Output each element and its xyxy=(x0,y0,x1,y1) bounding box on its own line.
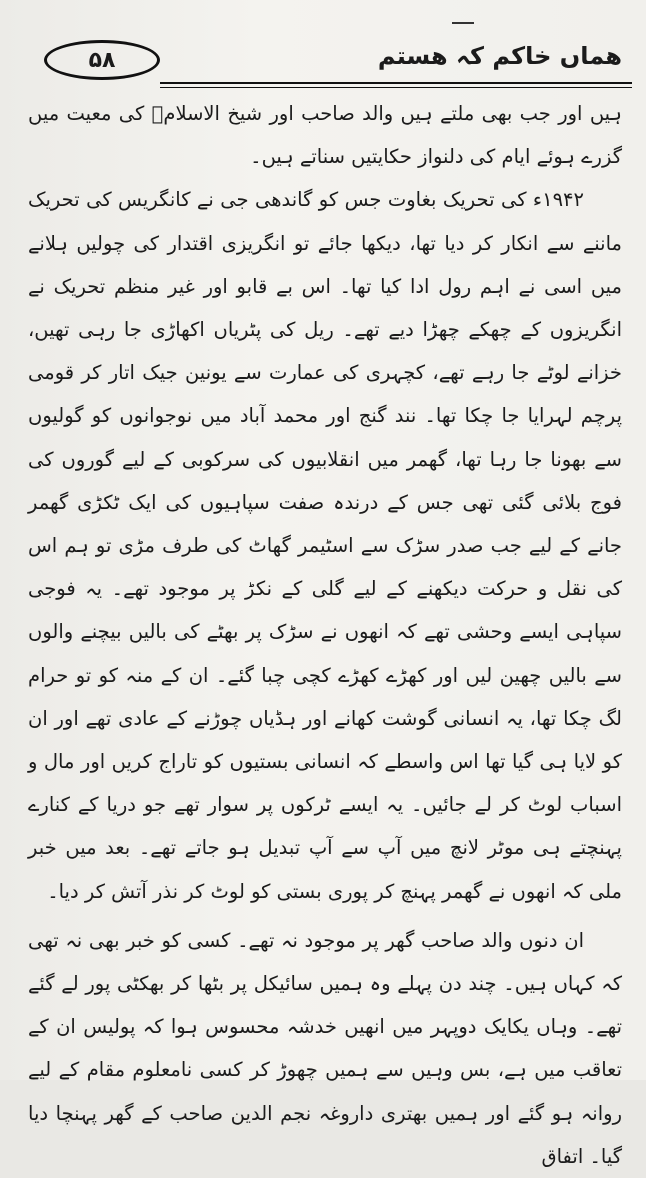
top-dash-mark xyxy=(452,22,474,24)
paragraph-1: ہیں اور جب بھی ملتے ہیں والد صاحب اور شیخ الاسلامؒ کی معیت میں گزرے ہوئے ایام کی دلنواز حکایتیں سناتے ہیں۔ xyxy=(28,102,622,169)
header-rule-thin xyxy=(160,87,632,88)
paragraph-2: ۱۹۴۲ء کی تحریک بغاوت جس کو گاندھی جی نے کانگریس کی تحریک ماننے سے انکار کر دیا تھا، دیکھا جائے تو انگریزی اقتدار کی چولیں ہلانے میں اسی نے اہم رول ادا کیا تھا۔ اس بے قابو اور غیر منظم تحریک نے انگریزوں کے چھکے چھڑا دیے تھے۔ ریل کی پٹریاں اکھاڑی جا رہی تھیں، خزانے لوٹے جا رہے تھے، کچہری کی عمارت سے یونین جیک اتار کر قومی پرچم لہرایا جا چکا تھا۔ نند گنج اور محمد آباد میں نوجوانوں کو گولیوں سے بھونا جا رہا تھا، گھمر میں انقلابیوں کی سرکوبی کے لیے گوروں کی فوج بلائی گئی تھی جس کے درندہ صفت سپاہیوں کی ایک ٹکڑی گھمر جانے کے لیے جب صدر سڑک سے اسٹیمر گھاٹ کی طرف مڑی تو ہم اس کی نقل و حرکت دیکھنے کے لیے گلی کے نکڑ پر موجود تھے۔ یہ فوجی سپاہی ایسے وحشی تھے کہ انھوں نے سڑک پر بھٹے کی بالیں بیچنے والوں سے بالیں چھین لیں اور کھڑے کھڑے کچی چبا گئے۔ ان کے منہ کو تو حرام لگ چکا تھا، یہ انسانی گوشت کھانے اور ہڈیاں چوڑنے کے عادی تھے اور ان کو لایا ہی گیا تھا اس واسطے کہ انسانی بستیوں کو تاراج کریں اور مال و اسباب لوٹ کر لے جائیں۔ یہ ایسے ٹرکوں پر سوار تھے جو دریا کے کنارے پہنچتے ہی موٹر لانچ میں آپ سے آپ تبدیل ہو جاتے تھے۔ بعد میں خبر ملی کہ انھوں نے گھمر پہنچ کر پوری بستی کو لوٹ کر نذر آتش کر دیا۔ xyxy=(28,188,622,903)
body-text xyxy=(28,92,622,1178)
running-title: ھماں خاکم کہ ھستم xyxy=(377,42,622,70)
page-number-oval xyxy=(44,40,160,80)
paragraph-3: ان دنوں والد صاحب گھر پر موجود نہ تھے۔ کسی کو خبر بھی نہ تھی کہ کہاں ہیں۔ چند دن پہلے وہ ہمیں سائیکل پر بٹھا کر بھکٹی پور لے گئے تھے۔ وہاں یکایک دوپہر میں انھیں خدشہ محسوس ہوا کہ پولیس ان کے تعاقب میں ہے، بس وہیں سے ہمیں چھوڑ کر کسی نامعلوم مقام کے لیے روانہ ہو گئے اور ہمیں بھتری داروغہ نجم الدین صاحب کے گھر پہنچا دیا گیا۔ اتفاق xyxy=(28,928,622,1168)
page-number: ۵۸ xyxy=(88,47,116,73)
page-header xyxy=(14,36,632,90)
header-rule-thick xyxy=(160,82,632,84)
